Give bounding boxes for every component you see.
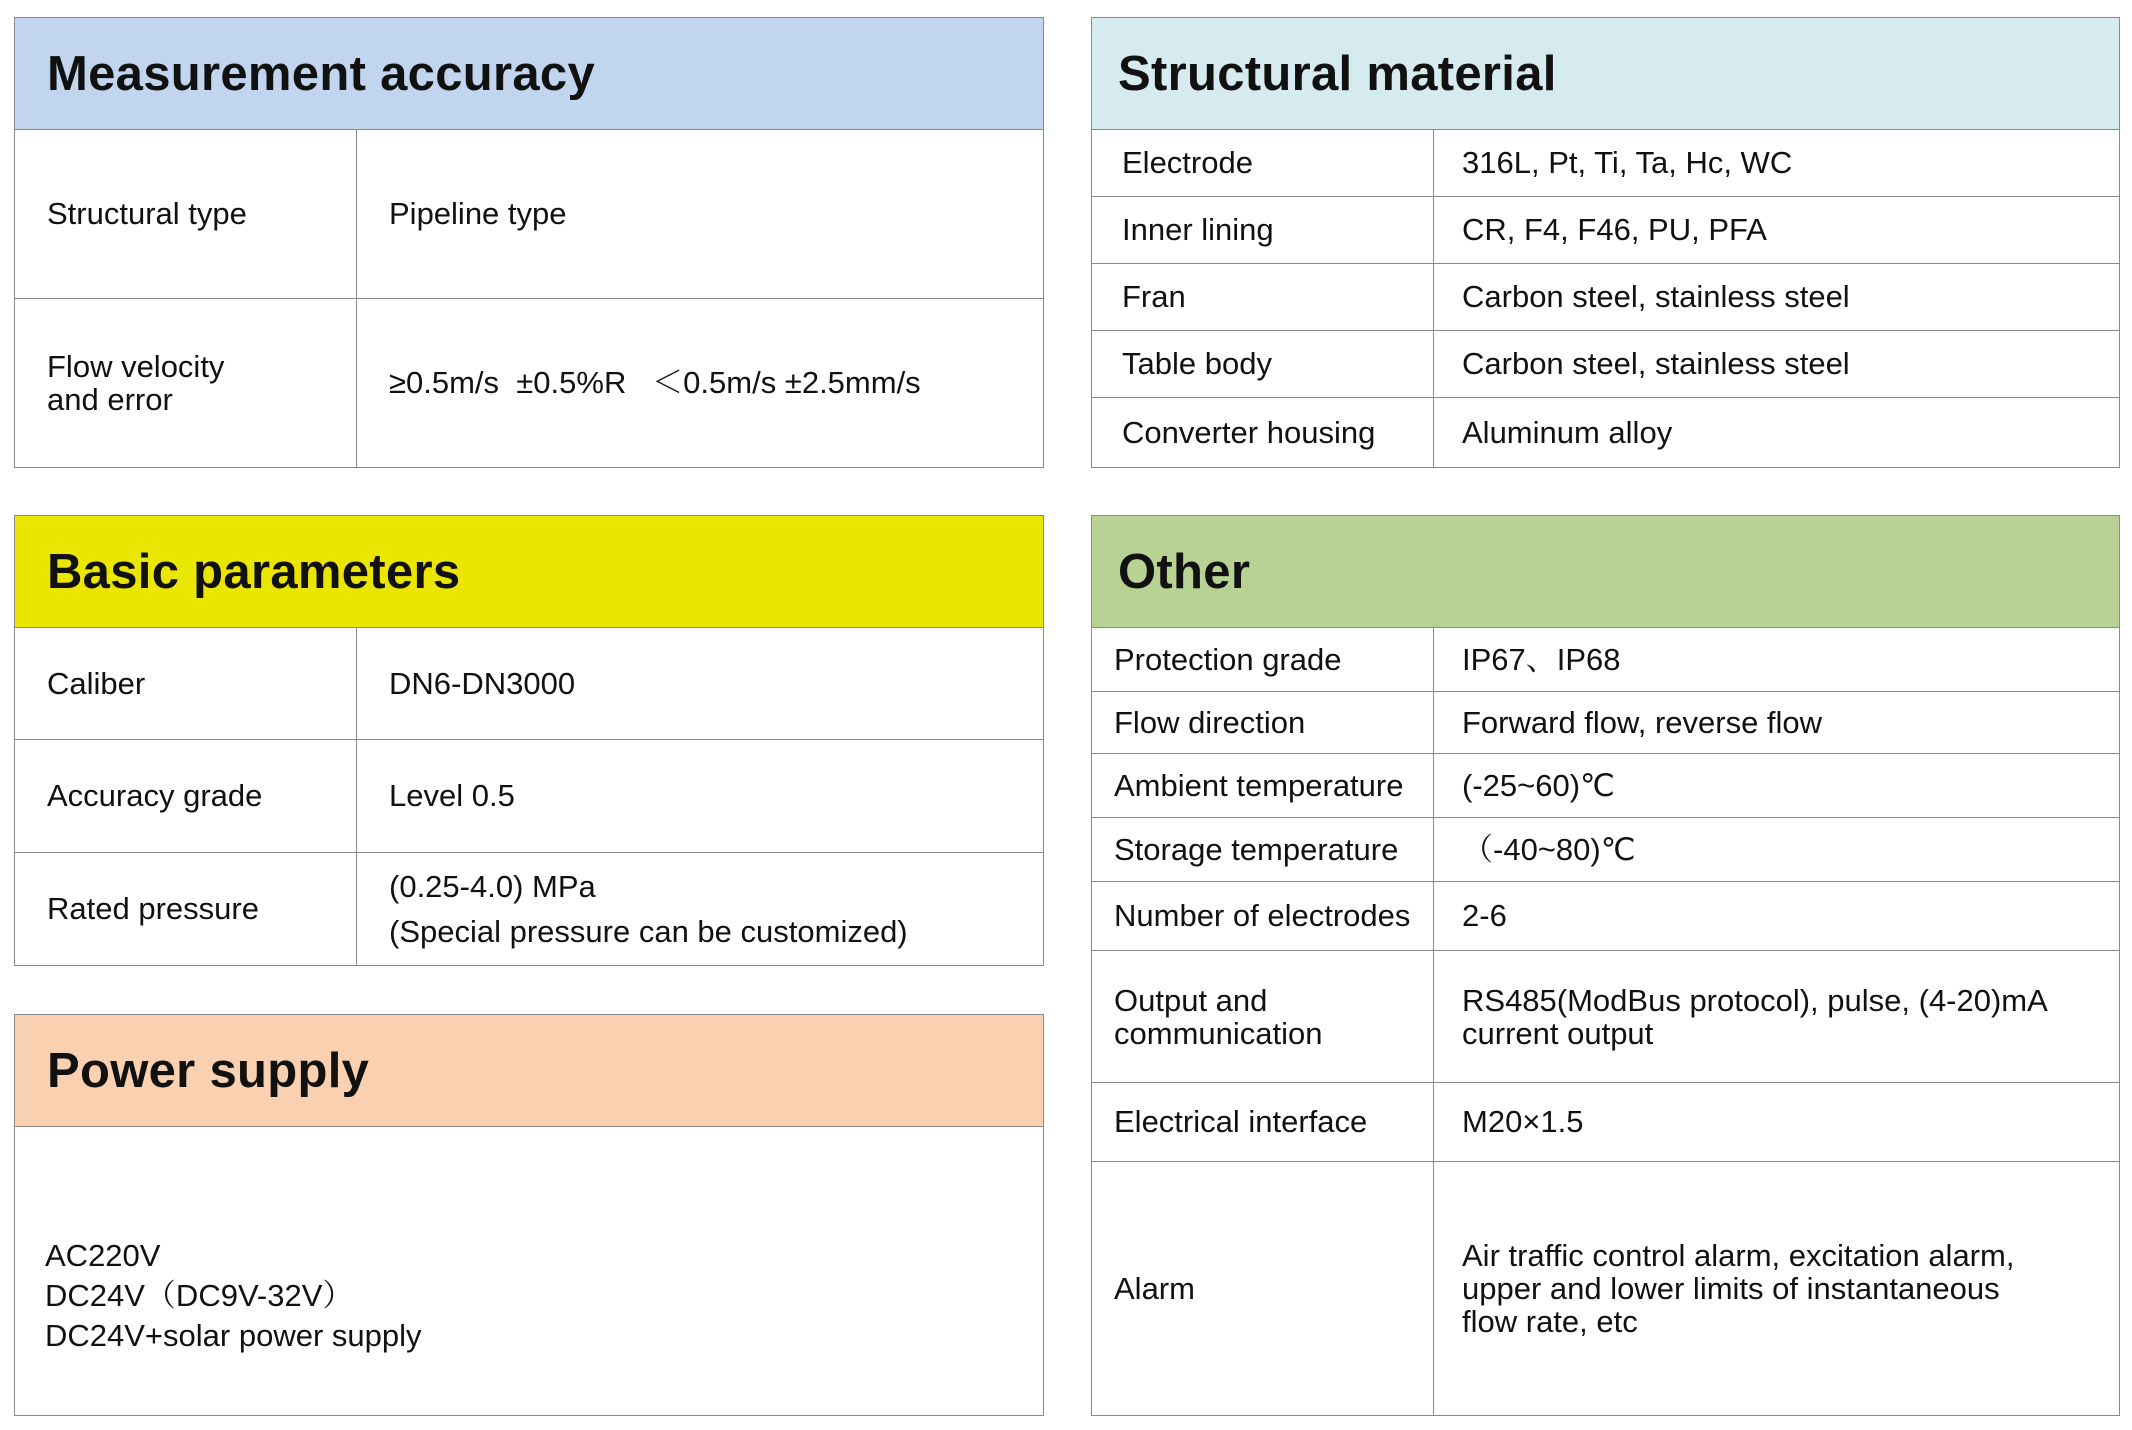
row-value: Carbon steel, stainless steel (1462, 346, 1850, 381)
structural-material-header (1092, 18, 2119, 130)
row-value: （-40~80)℃ (1462, 831, 1636, 867)
row-label: Storage temperature (1092, 818, 1434, 881)
table-row (15, 299, 1043, 467)
table-row (1092, 264, 2119, 331)
measurement-accuracy-panel (14, 17, 1044, 468)
row-value: Pipeline type (389, 196, 567, 231)
power-line: AC220V (45, 1238, 161, 1273)
row-value: flow rate, etc (1462, 1304, 1638, 1339)
row-value: 2-6 (1462, 898, 1507, 933)
table-row (15, 740, 1043, 853)
panel-title: Power supply (47, 1043, 370, 1098)
table-row (1092, 197, 2119, 264)
panel-title: Measurement accuracy (47, 46, 596, 101)
row-value: RS485(ModBus protocol), pulse, (4-20)mA (1462, 982, 2048, 1018)
table-row (1092, 818, 2119, 882)
row-label: Accuracy grade (15, 740, 357, 852)
row-value: Air traffic control alarm, excitation alarm, (1462, 1238, 2015, 1273)
row-label: Converter housing (1092, 398, 1434, 467)
basic-parameters-header (15, 516, 1043, 628)
table-row (15, 853, 1043, 965)
row-label: Protection grade (1092, 628, 1434, 691)
row-value: (-25~60)℃ (1462, 767, 1615, 803)
power-line: DC24V（DC9V-32V） (45, 1278, 354, 1313)
basic-parameters-panel (14, 515, 1044, 966)
table-row (15, 130, 1043, 299)
row-label: communication (1114, 1015, 1323, 1051)
table-row (1092, 951, 2119, 1083)
row-label: Flow velocity (47, 349, 225, 384)
row-value: (0.25-4.0) MPa (389, 869, 596, 904)
row-value: upper and lower limits of instantaneous (1462, 1271, 2000, 1306)
row-value: CR, F4, F46, PU, PFA (1462, 212, 1767, 247)
other-panel (1091, 515, 2120, 1416)
table-row (1092, 398, 2119, 467)
row-label: Electrode (1092, 130, 1434, 196)
power-supply-header (15, 1015, 1043, 1127)
table-row (1092, 130, 2119, 197)
row-label: Table body (1092, 331, 1434, 397)
row-value: 316L, Pt, Ti, Ta, Hc, WC (1462, 145, 1793, 180)
table-row (1092, 1083, 2119, 1162)
panel-title: Other (1118, 544, 1251, 599)
row-value: Forward flow, reverse flow (1462, 704, 1823, 740)
power-supply-panel (14, 1014, 1044, 1416)
measurement-accuracy-header (15, 18, 1043, 130)
table-row (1092, 882, 2119, 951)
panel-title: Structural material (1118, 46, 1557, 101)
row-value: Carbon steel, stainless steel (1462, 279, 1850, 314)
other-header (1092, 516, 2119, 628)
row-label: Output and (1114, 982, 1268, 1018)
structural-material-panel (1091, 17, 2120, 468)
row-label: Caliber (15, 628, 357, 739)
table-row (1092, 331, 2119, 398)
row-value: Level 0.5 (389, 778, 515, 813)
row-label: Structural type (15, 130, 357, 298)
row-label: Number of electrodes (1092, 882, 1434, 950)
table-row (1092, 692, 2119, 754)
row-label: Ambient temperature (1092, 754, 1434, 817)
row-label: Electrical interface (1092, 1083, 1434, 1161)
table-row (15, 628, 1043, 740)
row-value: DN6-DN3000 (389, 665, 576, 701)
row-label: Rated pressure (15, 853, 357, 965)
row-value: M20×1.5 (1462, 1104, 1584, 1139)
row-value: current output (1462, 1015, 1654, 1051)
power-supply-body (15, 1127, 1043, 1415)
row-label: Fran (1092, 264, 1434, 330)
row-label: Alarm (1092, 1162, 1434, 1415)
table-row (1092, 1162, 2119, 1415)
row-label: Flow direction (1092, 692, 1434, 753)
power-line: DC24V+solar power supply (45, 1318, 422, 1353)
panel-title: Basic parameters (47, 544, 461, 599)
row-label: Inner lining (1092, 197, 1434, 263)
row-label: and error (47, 382, 173, 417)
table-row (1092, 754, 2119, 818)
table-row (1092, 628, 2119, 692)
row-value: ≥0.5m/s ±0.5%R ＜0.5m/s ±2.5mm/s (389, 365, 921, 400)
row-value: Aluminum alloy (1462, 414, 1673, 450)
row-value: (Special pressure can be customized) (389, 914, 908, 949)
row-value: IP67、IP68 (1462, 641, 1621, 677)
